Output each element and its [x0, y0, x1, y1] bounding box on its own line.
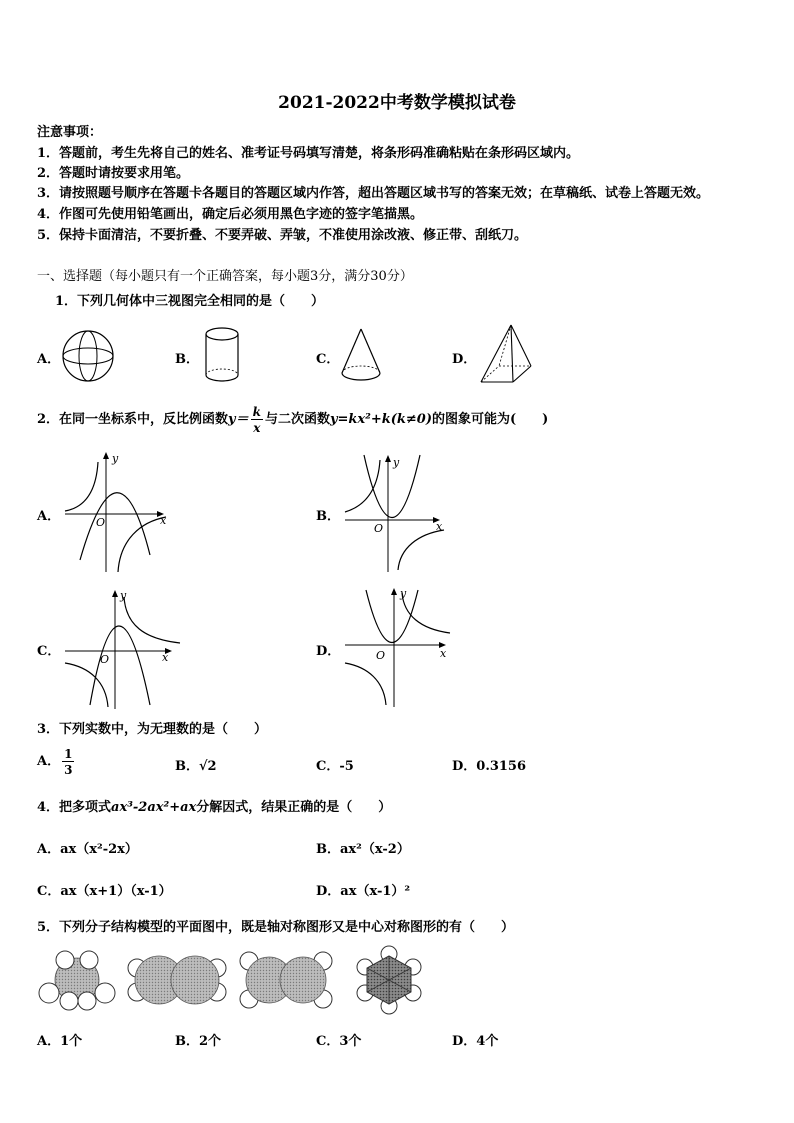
- q4-stem-part-a: 4．把多项式: [37, 800, 112, 815]
- q1-option-c-label: C．: [316, 352, 340, 367]
- q3-option-b: [175, 755, 217, 774]
- q1-option-d-label: D．: [452, 352, 477, 367]
- origin-label: O: [96, 516, 106, 529]
- q2-fraction: [251, 406, 263, 434]
- notice-item: 2．答题时请按要求用笔。: [37, 166, 190, 181]
- q3-option-b-label: B．: [175, 759, 199, 774]
- q3-option-c: C．-5: [316, 759, 354, 774]
- q2-option-d-label: D．: [316, 644, 341, 659]
- y-axis-label: y: [393, 456, 400, 469]
- q1-option-b-label: B．: [175, 352, 199, 367]
- cylinder-figure: [200, 325, 244, 385]
- q3-frac-num: 1: [64, 746, 73, 761]
- x-axis-label: x: [440, 647, 447, 660]
- q4-stem-part-b: 分解因式，结果正确的是（ ）: [196, 800, 392, 815]
- q4-polynomial: ax³-2ax²+ax: [111, 800, 197, 815]
- q5-molecule-figures: [37, 945, 427, 1015]
- notice-item: 3．请按照题号顺序在答题卡各题目的答题区域内作答，超出答题区域书写的答案无效；在草稿纸、试卷上答题无效。: [37, 186, 710, 201]
- q5-option-d: D．4个: [452, 1034, 499, 1049]
- q2-graph-d: [340, 585, 455, 710]
- pyramid-figure: [475, 322, 537, 386]
- notice-item: 4．作图可先使用铅笔画出，确定后必须用黑色字迹的签字笔描黑。: [37, 207, 424, 222]
- q2-graph-c: [60, 587, 185, 712]
- molecule-1: [39, 951, 115, 1010]
- y-axis-label: y: [400, 587, 407, 600]
- q2-stem: [37, 405, 548, 435]
- q3-option-d: D．0.3156: [452, 759, 527, 774]
- molecule-4: [357, 946, 421, 1014]
- origin-label: O: [100, 653, 110, 666]
- y-axis-label: y: [120, 589, 127, 602]
- x-axis-label: x: [160, 514, 167, 527]
- molecule-2: [128, 956, 226, 1004]
- q3-fraction: [62, 748, 74, 776]
- q2-frac-num: k: [252, 404, 261, 419]
- origin-label: O: [376, 649, 386, 662]
- q3-stem: 3．下列实数中，为无理数的是（ ）: [37, 722, 268, 737]
- q3-option-a-label: A．: [37, 754, 61, 769]
- section-heading: 一、选择题（每小题只有一个正确答案，每小题3分，满分30分）: [37, 269, 413, 284]
- q2-option-c-label: C．: [37, 644, 61, 659]
- notice-heading: 注意事项：: [37, 125, 103, 140]
- q3-option-a: [37, 745, 76, 779]
- q2-graph-b: [340, 450, 450, 575]
- molecule-3: [240, 952, 332, 1008]
- origin-label: O: [374, 522, 384, 535]
- q3-frac-den: 3: [64, 762, 73, 777]
- q1-stem: 1．下列几何体中三视图完全相同的是（ ）: [55, 294, 325, 309]
- x-axis-label: x: [436, 520, 443, 533]
- notice-item: 5．保持卡面清洁，不要折叠、不要弄破、弄皱，不准使用涂改液、修正带、刮纸刀。: [37, 228, 528, 243]
- q2-stem-part-b: 与二次函数: [264, 412, 330, 427]
- notice-item: 1．答题前，考生先将自己的姓名、准考证号码填写清楚，将条形码准确粘贴在条形码区域内。: [37, 146, 580, 161]
- q2-quadratic: y=kx²+k(k≠0): [329, 412, 432, 427]
- q4-option-a: A．ax（x²-2x）: [37, 842, 138, 857]
- q4-option-c: C．ax（x+1）（x-1）: [37, 884, 172, 899]
- q2-option-a-label: A．: [37, 509, 61, 524]
- q2-option-b-label: B．: [316, 509, 340, 524]
- y-axis-label: y: [112, 452, 119, 465]
- q4-stem: [37, 796, 391, 815]
- q4-option-b: B．ax²（x-2）: [316, 842, 410, 857]
- page-title: 2021-2022中考数学模拟试卷: [278, 93, 516, 113]
- q5-option-a: A．1个: [37, 1034, 83, 1049]
- q5-stem: 5．下列分子结构模型的平面图中，既是轴对称图形又是中心对称图形的有（ ）: [37, 920, 515, 935]
- q5-option-c: C．3个: [316, 1034, 362, 1049]
- sphere-figure: [60, 328, 116, 384]
- cone-figure: [338, 325, 384, 385]
- q2-frac-den: x: [253, 420, 261, 435]
- q2-y-eq: y＝: [228, 412, 249, 427]
- q2-graph-a: [60, 450, 172, 575]
- x-axis-label: x: [162, 651, 169, 664]
- q2-stem-part-c: 的图象可能为( ): [432, 412, 549, 427]
- q3-option-b-value: √2: [199, 759, 217, 774]
- q4-option-d: D．ax（x-1）²: [316, 884, 411, 899]
- q5-option-b: B．2个: [175, 1034, 222, 1049]
- q2-stem-part-a: 2．在同一坐标系中，反比例函数: [37, 412, 229, 427]
- q1-option-a-label: A．: [37, 352, 61, 367]
